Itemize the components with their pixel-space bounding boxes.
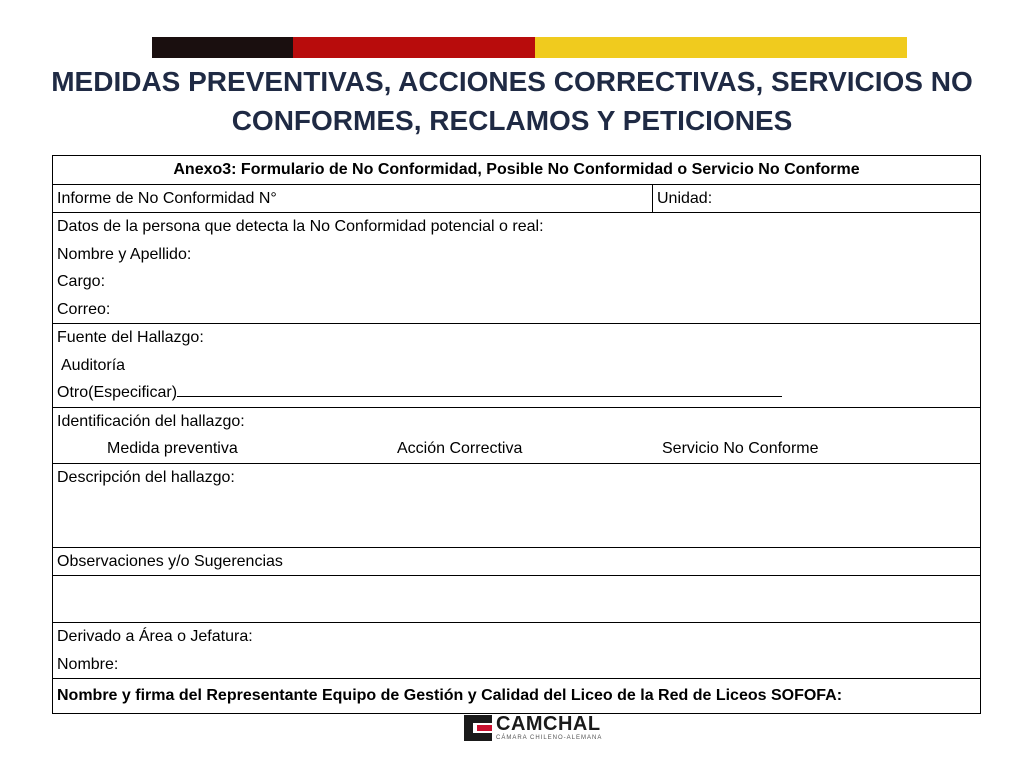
derivado-row <box>53 623 981 679</box>
informe-row <box>53 184 981 213</box>
unidad-field[interactable]: Unidad: <box>653 184 981 213</box>
fuente-heading: Fuente del Hallazgo: <box>57 329 204 346</box>
auditoria-option[interactable]: Auditoría <box>61 356 126 374</box>
page-title <box>40 62 984 140</box>
flag-stripe-black <box>152 37 293 58</box>
nombre-apellido-field[interactable]: Nombre y Apellido: <box>57 245 192 263</box>
datos-row <box>53 213 981 324</box>
flag-stripe <box>152 37 907 58</box>
correo-field[interactable]: Correo: <box>57 300 111 318</box>
descripcion-row <box>53 463 981 547</box>
page-title-line-1: MEDIDAS PREVENTIVAS, ACCIONES CORRECTIVAS, SERVICIOS NO <box>51 66 973 97</box>
camchal-logo <box>464 713 602 743</box>
otro-label: Otro(Especificar) <box>57 384 178 401</box>
observaciones-label: Observaciones y/o Sugerencias <box>53 547 981 576</box>
derivado-section <box>53 623 981 679</box>
identificacion-options <box>57 435 976 463</box>
flag-stripe-red <box>293 37 535 58</box>
camchal-logo-subtitle: CÁMARA CHILENO-ALEMANA <box>496 735 603 741</box>
observaciones-row <box>53 547 981 576</box>
servicio-no-conforme-option[interactable]: Servicio No Conforme <box>662 440 819 457</box>
identificacion-row <box>53 407 981 463</box>
otro-blank-line[interactable] <box>177 379 782 397</box>
informe-field[interactable]: Informe de No Conformidad N° <box>53 184 653 213</box>
medida-preventiva-option[interactable]: Medida preventiva <box>107 440 238 457</box>
camchal-logo-icon <box>464 715 492 741</box>
camchal-logo-name: CAMCHAL <box>496 713 601 735</box>
identificacion-heading: Identificación del hallazgo: <box>57 412 245 430</box>
form-header-row <box>53 156 981 185</box>
observaciones-field[interactable] <box>53 576 981 623</box>
firma-field[interactable]: Nombre y firma del Representante Equipo de Gestión y Calidad del Liceo de la Red de Liceos SOFOFA: <box>53 679 981 714</box>
page-title-line-2: CONFORMES, RECLAMOS Y PETICIONES <box>231 105 793 136</box>
flag-stripe-gold <box>535 37 907 58</box>
derivado-nombre-field[interactable]: Nombre: <box>57 655 119 673</box>
form-header: Anexo3: Formulario de No Conformidad, Posible No Conformidad o Servicio No Conforme <box>53 156 981 185</box>
datos-section <box>53 213 981 324</box>
observaciones-blank-row <box>53 576 981 623</box>
descripcion-label: Descripción del hallazgo: <box>57 468 235 486</box>
identificacion-section <box>53 407 981 463</box>
nonconformity-form <box>52 155 981 714</box>
datos-heading: Datos de la persona que detecta la No Conformidad potencial o real: <box>57 218 544 235</box>
descripcion-field[interactable] <box>53 463 981 547</box>
derivado-field[interactable]: Derivado a Área o Jefatura: <box>57 628 253 645</box>
otro-especificar-field[interactable] <box>57 379 976 407</box>
firma-row <box>53 679 981 714</box>
fuente-section <box>53 324 981 408</box>
fuente-row <box>53 324 981 408</box>
cargo-field[interactable]: Cargo: <box>57 273 106 290</box>
accion-correctiva-option[interactable]: Acción Correctiva <box>397 440 523 457</box>
